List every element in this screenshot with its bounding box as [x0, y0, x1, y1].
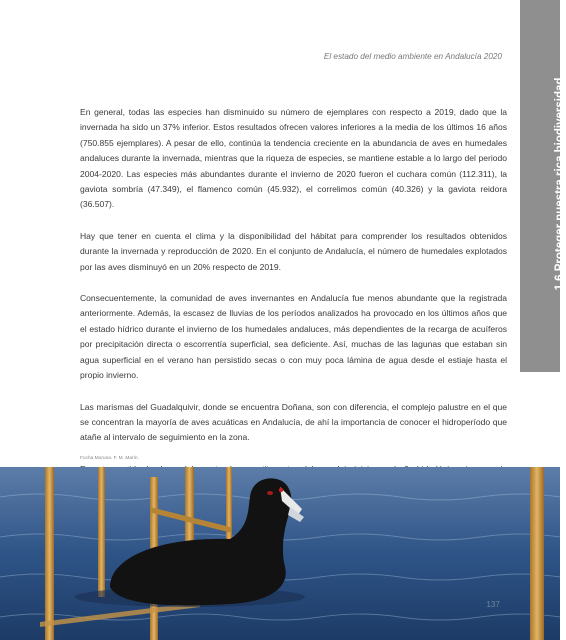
section-side-tab [520, 0, 566, 372]
coot-photo [0, 467, 560, 640]
body-text [80, 105, 507, 509]
photo-credit: Focha Moruna. F. M. Marín. [80, 456, 139, 461]
page-number: 137 [486, 600, 500, 609]
paragraph: En general, todas las especies han disminuido su número de ejemplares con respecto a 2019, dado que la invernada ha sido un 37% inferior. Estos resultados ofrecen valores inferiores a la media de los últimos 16 años (750.855 ejemplares). A pesar de ello, continúa la tendencia creciente en la abundancia de aves en humedales andaluces durante la invernada, mientras que la riqueza de especies, se mantiene estable a lo largo del periodo 2004-2020. Las especies más abundantes durante el invierno de 2020 fueron el cuchara común (112.311), la gaviota sombría (47.349), el flamenco común (45.932), el correlimos común (40.326) y la gaviota reidora (36.507). [80, 107, 507, 210]
paragraph: Hay que tener en cuenta el clima y la disponibilidad del hábitat para comprender los resultados obtenidos durante la invernada y reproducción de 2020. En el conjunto de Andalucía, el número de humedales explotados por las aves disminuyó en un 20% respecto de 2019. [80, 230, 507, 272]
running-header: El estado del medio ambiente en Andalucía 2020 [323, 52, 502, 61]
side-tab-label: 1.6 Proteger nuestra rica biodiversidad [554, 77, 566, 291]
paragraph: Consecuentemente, la comunidad de aves invernantes en Andalucía fue menos abundante que la registrada anteriormente. Además, la escasez de lluvias de los períodos analizados ha provocado en los últimos años que el estado hídrico durante el invierno de los humedales andaluces, más dependientes de la recarga de acuíferos por precipitación directa o escorrentía superficial, sea deficiente. Así, muchas de las lagunas que estaban sin agua superficial en el verano han persistido secas o con muy poca lámina de agua desde el estiaje hasta el propio invierno. [80, 293, 507, 381]
paragraph: Las marismas del Guadalquivir, donde se encuentra Doñana, son con diferencia, el complejo palustre en el que se concentran la mayoría de aves acuáticas en Andalucía, de ahí la importancia de conocer el hidroperíodo que atañe al intervalo de seguimiento en la zona. [80, 401, 507, 443]
